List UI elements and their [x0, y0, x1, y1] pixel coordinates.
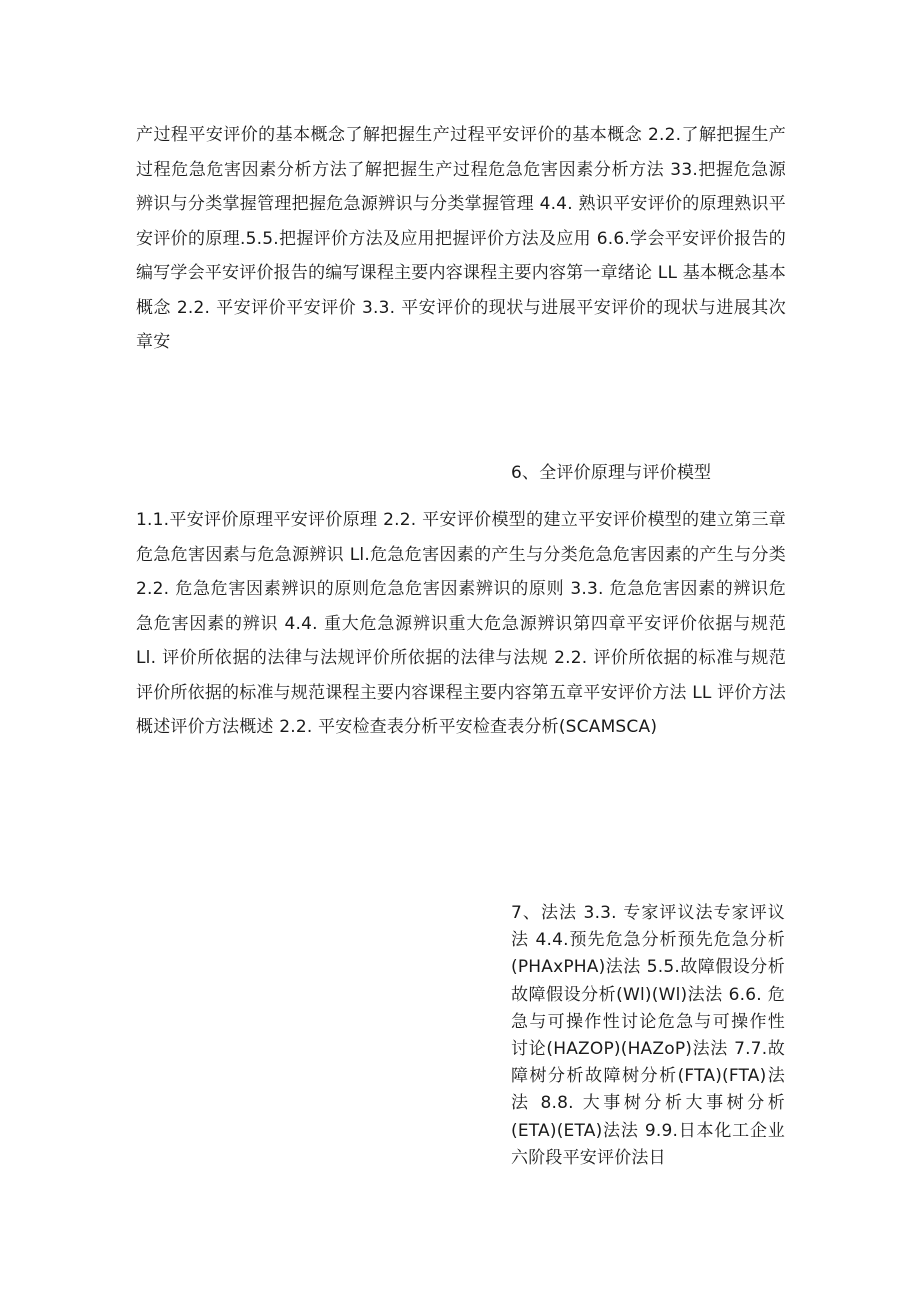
section-heading-6: 6、全评价原理与评价模型	[511, 463, 712, 483]
body-paragraph-1: 产过程平安评价的基本概念了解把握生产过程平安评价的基本概念 2.2.了解把握生产过程危急危害因素分析方法了解把握生产过程危急危害因素分析方法 33.把握危急源辨识与分类掌握管理把握危急源辨识与分类掌握管理 4.4. 熟识平安评价的原理熟识平安评价的原理.5.5.把握评价方法及应用把握评价方法及应用 6.6.学会平安评价报告的编写学会平安评价报告的编写课程主要内容课程主要内容第一章绪论 LL 基本概念基本概念 2.2. 平安评价平安评价 3.3. 平安评价的现状与进展平安评价的现状与进展其次章安	[136, 125, 786, 352]
body-paragraph-2: 1.1.平安评价原理平安评价原理 2.2. 平安评价模型的建立平安评价模型的建立第三章危急危害因素与危急源辨识 Ll.危急危害因素的产生与分类危急危害因素的产生与分类 2.2. 危急危害因素辨识的原则危急危害因素辨识的原则 3.3. 危急危害因素的辨识危急危害因素的辨识 4.4. 重大危急源辨识重大危急源辨识第四章平安评价依据与规范 Ll. 评价所依据的法律与法规评价所依据的法律与法规 2.2. 评价所依据的标准与规范评价所依据的标准与规范课程主要内容课程主要内容第五章平安评价方法 LL 评价方法概述评价方法概述 2.2. 平安检查表分析平安检查表分析(SCAMSCA)	[136, 510, 786, 737]
narrow-column-paragraph-7: 7、法法 3.3. 专家评议法专家评议法 4.4.预先危急分析预先危急分析(PHAxPHA)法法 5.5.故障假设分析故障假设分析(Wl)(Wl)法法 6.6. 危急与可操作性讨论危急与可操作性讨论(HAZOP)(HAZoP)法法 7.7.故障树分析故障树分析(FTA)(FTA)法法 8.8. 大事树分析大事树分析(ETA)(ETA)法法 9.9.日本化工企业六阶段平安评价法日	[511, 903, 785, 1168]
